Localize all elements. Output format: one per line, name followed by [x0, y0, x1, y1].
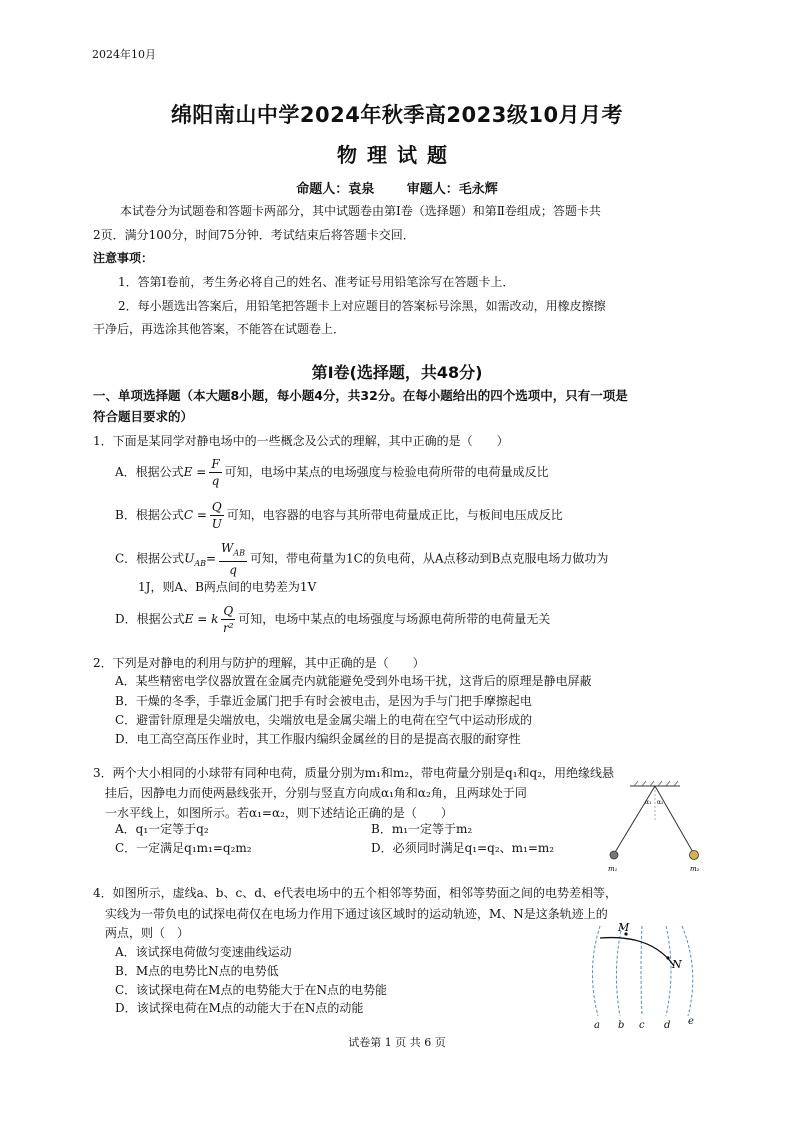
label-a: a [594, 1020, 600, 1031]
q4-option-d: D．该试探电荷在M点的动能大于在N点的动能 [115, 1001, 364, 1015]
q3-line1: 3．两个大小相同的小球带有同种电荷，质量分别为m₁和m₂，带电荷量分别是q₁和q₂，用绝缘线悬 [93, 766, 615, 780]
authors [0, 178, 794, 197]
q4-equipotential-figure [582, 920, 712, 1032]
q2-option-a: A．某些精密电学仪器放置在金属壳内就能避免受到外电场干扰，这背后的原理是静电屏蔽 [115, 674, 592, 688]
equipotential-c [641, 926, 642, 1016]
intro-line2: 2页．满分100分，时间75分钟．考试结束后将答题卡交回． [93, 228, 415, 242]
q3-option-d: D．必须同时满足q₁=q₂、m₁=m₂ [371, 841, 555, 855]
q3-line2: 挂后，因静电力而使两悬线张开，分别与竖直方向成α₁角和α₂角，且两球处于同 [105, 786, 527, 800]
reviewer: 审题人：毛永辉 [406, 182, 498, 197]
exam-date: 2024年10月 [92, 48, 156, 61]
label-e: e [688, 1016, 694, 1027]
point-n [666, 956, 669, 959]
q1-option-c-line2: 1J，则A、B两点间的电势差为1V [138, 580, 317, 594]
q1-option-b: B．根据公式C = $\frac{Q}{U}$ 可知，电容器的电容与其所带电荷量成正比，与板间电压成反比 [115, 500, 563, 531]
q1-option-c: C．根据公式$U_{AB}=$ $\frac{W_{AB}}{q}$ 可知，带电荷量为1C的负电荷，从A点移动到B点克服电场力做功为 [115, 541, 609, 578]
part-heading-line1: 一、单项选择题（本大题8小题，每小题4分，共32分。在每小题给出的四个选项中，只有一项是 [93, 388, 628, 403]
ball-m2 [690, 851, 699, 860]
exam-title: 绵阳南山中学2024年秋季高2023级10月月考 [170, 103, 624, 127]
q1-option-a: A．根据公式E = $\frac{F}{q}$ 可知，电场中某点的电场强度与检验电荷所带的电荷量成反比 [115, 457, 549, 488]
q3-line3: 一水平线上，如图所示。若α₁=α₂，则下述结论正确的是（ ） [105, 806, 453, 820]
q4-option-b: B．M点的电势比N点的电势低 [115, 964, 279, 978]
m2-label: m₂ [690, 865, 700, 873]
q3-option-a: A．q₁一定等于q₂ [115, 822, 209, 836]
q1-option-d: D．根据公式E = k $\frac{Q}{\text{r²}}$ 可知，电场中某点的电场强度与场源电荷所带的电荷量无关 [115, 604, 551, 635]
section-title: 第Ⅰ卷(选择题，共48分) [311, 363, 483, 382]
left-string [614, 786, 655, 854]
setter: 命题人：袁泉 [296, 182, 375, 197]
q3-option-b: B．m₁一定等于m₂ [371, 822, 473, 836]
q2-stem: 2．下列是对静电的利用与防护的理解，其中正确的是（ ） [93, 656, 425, 670]
alpha1-label: α₁ [645, 799, 652, 806]
q4-line2: 实线为一带负电的试探电荷仅在电场力作用下通过该区域时的运动轨迹，M、N是这条轨迹上的 [105, 907, 608, 921]
subject-title: 物理试题 [337, 143, 457, 167]
q4-option-a: A．该试探电荷做匀变速曲线运动 [115, 945, 292, 959]
part-heading-line2: 符合题目要求的） [93, 409, 194, 424]
q3-pendulum-figure [600, 780, 720, 880]
equipotential-d [666, 926, 671, 1016]
notice-heading: 注意事项： [93, 251, 154, 265]
notice-item1: 1．答第Ⅰ卷前，考生务必将自己的姓名、准考证号用铅笔涂写在答题卡上． [118, 275, 515, 289]
intro-line1: 本试卷分为试题卷和答题卡两部分，其中试题卷由第Ⅰ卷（选择题）和第Ⅱ卷组成；答题卡共 [120, 204, 601, 218]
q3-option-c: C．一定满足q₁m₁=q₂m₂ [115, 841, 252, 855]
label-c: c [639, 1020, 645, 1031]
equipotential-a [592, 926, 600, 1016]
m1-label: m₁ [608, 865, 618, 873]
label-d: d [664, 1020, 671, 1031]
equipotential-e [682, 926, 693, 1016]
label-b: b [618, 1020, 625, 1031]
page-footer: 试卷第 1 页 共 6 页 [348, 1036, 446, 1049]
q4-option-c: C．该试探电荷在M点的电势能大于在N点的电势能 [115, 983, 387, 997]
label-m: M [618, 921, 630, 934]
q4-line3: 两点，则（ ） [105, 926, 190, 940]
q2-option-d: D．电工高空高压作业时，其工作服内编织金属丝的目的是提高衣服的耐穿性 [115, 732, 521, 746]
q2-option-b: B．干燥的冬季，手靠近金属门把手有时会被电击，是因为手与门把手摩擦起电 [115, 694, 532, 708]
ceiling-hatch [634, 781, 678, 786]
equipotential-b [616, 926, 622, 1016]
notice-item2-line1: 2．每小题选出答案后，用铅笔把答题卡上对应题目的答案标号涂黑，如需改动，用橡皮擦擦 [118, 299, 606, 313]
q2-option-c: C．避雷针原理是尖端放电，尖端放电是金属尖端上的电荷在空气中运动形成的 [115, 713, 533, 727]
notice-item2-line2: 干净后，再选涂其他答案，不能答在试题卷上． [93, 322, 346, 336]
particle-trajectory [600, 938, 674, 966]
label-n: N [672, 958, 682, 971]
alpha2-label: α₂ [657, 799, 664, 806]
ball-m1 [610, 851, 618, 859]
right-string [655, 786, 694, 854]
q1-stem: 1．下面是某同学对静电场中的一些概念及公式的理解，其中正确的是（ ） [93, 434, 509, 448]
q4-line1: 4．如图所示，虚线a、b、c、d、e代表电场中的五个相邻等势面，相邻等势面之间的电势差相等， [93, 886, 617, 900]
